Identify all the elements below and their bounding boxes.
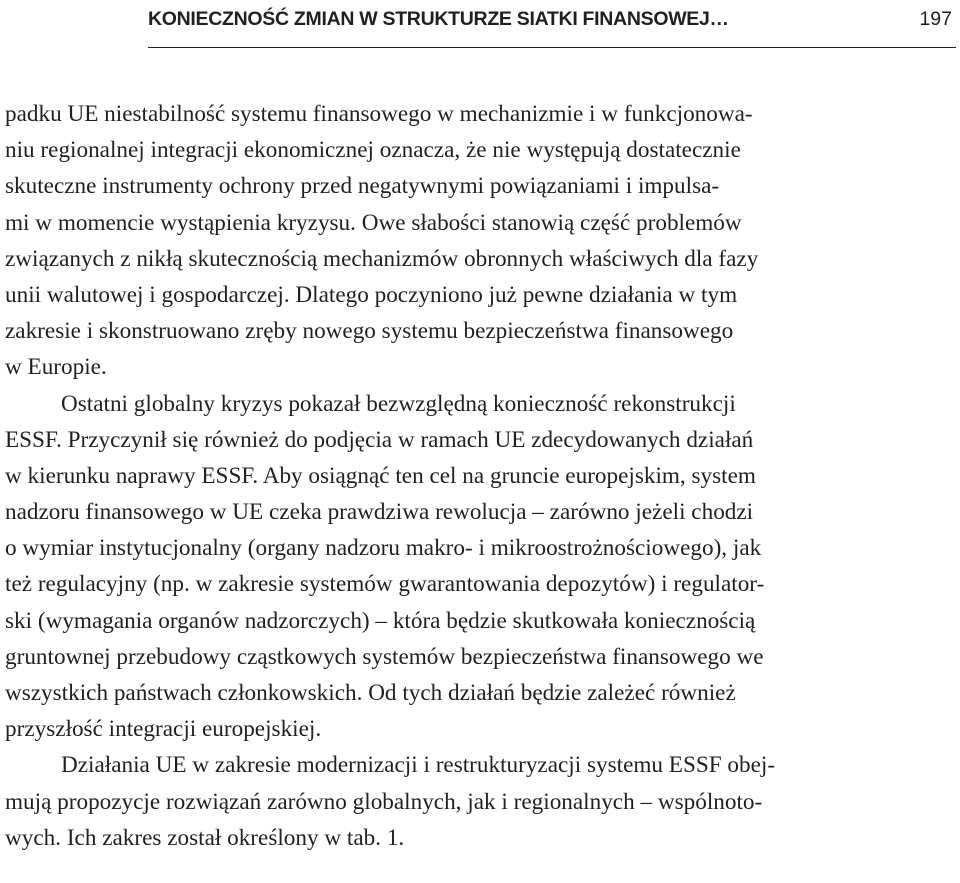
header-rule [148, 47, 956, 48]
text-line: przyszłość integracji europejskiej. [5, 716, 322, 743]
page-number: 197 [919, 8, 952, 30]
text-line: wych. Ich zakres został określony w tab. 1. [5, 824, 405, 851]
running-title: KONIECZNOŚĆ ZMIAN W STRUKTURZE SIATKI FINANSOWEJ… [148, 8, 729, 30]
text-line: ski (wymagania organów nadzorczych) – która będzie skutkowała koniecznością [5, 607, 756, 634]
text-line: mują propozycje rozwiązań zarówno globalnych, jak i regionalnych – wspólnoto- [5, 788, 763, 815]
text-line: w kierunku naprawy ESSF. Aby osiągnąć ten cel na gruncie europejskim, system [5, 462, 756, 489]
text-line: o wymiar instytucjonalny (organy nadzoru makro- i mikroostrożnościowego), jak [5, 535, 762, 562]
text-line: Działania UE w zakresie modernizacji i restrukturyzacji systemu ESSF obej- [61, 752, 776, 779]
running-header [148, 4, 956, 38]
paragraph-1 [5, 96, 955, 386]
text-line: gruntownej przebudowy cząstkowych systemów bezpieczeństwa finansowego we [5, 643, 764, 670]
text-line: zakresie i skonstruowano zręby nowego systemu bezpieczeństwa finansowego [5, 318, 734, 345]
text-line: w Europie. [5, 354, 107, 381]
text-line: też regulacyjny (np. w zakresie systemów gwarantowania depozytów) i regulator- [5, 571, 765, 598]
text-line: padku UE niestabilność systemu finansowego w mechanizmie i w funkcjonowa- [5, 101, 753, 127]
text-line: nadzoru finansowego w UE czeka prawdziwa rewolucja – zarówno jeżeli chodzi [5, 499, 754, 526]
text-line: ESSF. Przyczynił się również do podjęcia w ramach UE zdecydowanych działań [5, 426, 754, 453]
text-line: unii walutowej i gospodarczej. Dlatego poczyniono już pewne działania w tym [5, 281, 738, 308]
text-line: związanych z nikłą skutecznością mechanizmów obronnych właściwych dla fazy [5, 245, 759, 272]
text-line: skuteczne instrumenty ochrony przed negatywnymi powiązaniami i impulsa- [5, 173, 720, 200]
paragraph-3 [5, 747, 955, 856]
text-line: Ostatni globalny kryzys pokazał bezwzględną konieczność rekonstrukcji [61, 390, 736, 417]
body-text [5, 96, 955, 856]
text-line: mi w momencie wystąpienia kryzysu. Owe słabości stanowią część problemów [5, 209, 742, 236]
paragraph-2 [5, 386, 955, 748]
text-line: wszystkich państwach członkowskich. Od tych działań będzie zależeć również [5, 680, 736, 706]
text-line: niu regionalnej integracji ekonomicznej oznacza, że nie występują dostatecznie [5, 137, 741, 164]
